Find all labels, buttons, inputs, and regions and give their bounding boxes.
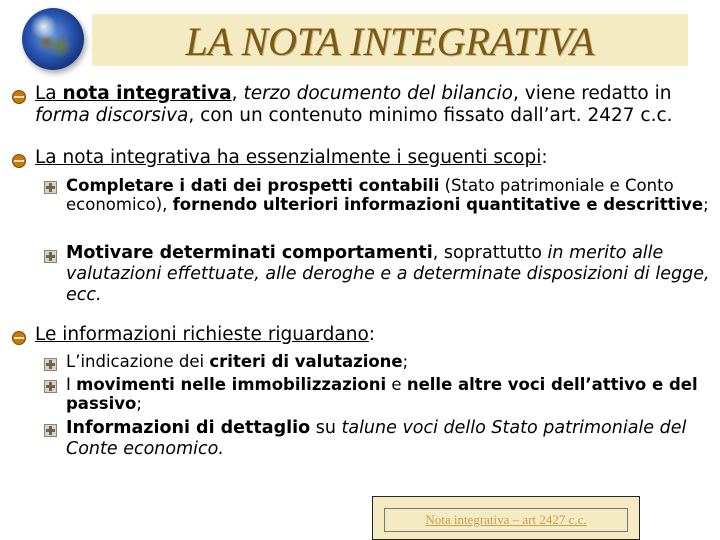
text-run: forma discorsiva [35, 105, 189, 126]
text-run: , [231, 83, 244, 104]
text-run: (Stato patrimoniale e Conto economico), [66, 176, 674, 214]
sub-bullet-icon [44, 181, 57, 194]
text-run: nelle altre voci dell’attivo e del passivo [66, 375, 698, 413]
text-run: su [310, 418, 342, 438]
sub-bullet-icon [44, 424, 57, 437]
page-title: LA NOTA INTEGRATIVA [185, 19, 595, 64]
text-run: I [66, 375, 77, 394]
text-run: terzo documento del bilancio [243, 83, 513, 104]
paragraph-1 [35, 83, 705, 127]
bullet-icon [12, 154, 26, 168]
bullet-icon [12, 90, 26, 104]
text-run: , con un contenuto minimo fissato dall’art. 2427 c.c. [188, 105, 673, 126]
sub-item-3-2 [66, 375, 716, 413]
text-run: La nota integrativa ha essenzialmente i seguenti scopi [35, 147, 542, 168]
text-run: La [35, 83, 63, 104]
text-run: ; [402, 352, 409, 371]
text-run: : [541, 147, 548, 168]
paragraph-2 [35, 147, 705, 169]
bullet-icon [12, 331, 26, 345]
sub-item-3-1 [66, 352, 716, 371]
text-run: criteri di valutazione [209, 352, 403, 371]
footer-link[interactable]: Nota integrativa – art 2427 c.c. [384, 508, 628, 532]
sub-bullet-icon [44, 358, 57, 371]
text-run: , soprattutto [432, 243, 548, 263]
sub-item-3-3 [66, 418, 716, 460]
text-run: Le informazioni richieste riguardano [35, 324, 369, 345]
sub-item-2-1 [66, 176, 716, 214]
text-run: : [368, 324, 376, 345]
text-run: Informazioni di dettaglio [66, 418, 311, 438]
globe-image [22, 8, 84, 70]
text-run: ; [703, 195, 709, 214]
text-run: movimenti nelle immobilizzazioni [76, 375, 387, 394]
paragraph-3 [35, 324, 705, 346]
sub-item-2-2 [66, 243, 716, 306]
text-run: nota integrativa [62, 83, 232, 104]
text-run: e [386, 375, 407, 394]
text-run: Motivare determinati comportamenti [66, 243, 433, 263]
text-run: Completare i dati dei prospetti contabili [66, 176, 440, 195]
text-run: , viene redatto in [513, 83, 672, 104]
text-run: ; [136, 394, 142, 413]
text-run: talune voci dello Stato patrimoniale del Conte economico. [66, 418, 687, 459]
sub-bullet-icon [44, 380, 57, 393]
text-run: in merito alle valutazioni effettuate, alle deroghe e a determinate disposizioni di legge, ecc. [66, 243, 710, 305]
text-run: fornendo ulteriori informazioni quantitative e descrittive [172, 195, 704, 214]
text-run: L’indicazione dei [66, 352, 210, 371]
sub-bullet-icon [44, 250, 57, 263]
